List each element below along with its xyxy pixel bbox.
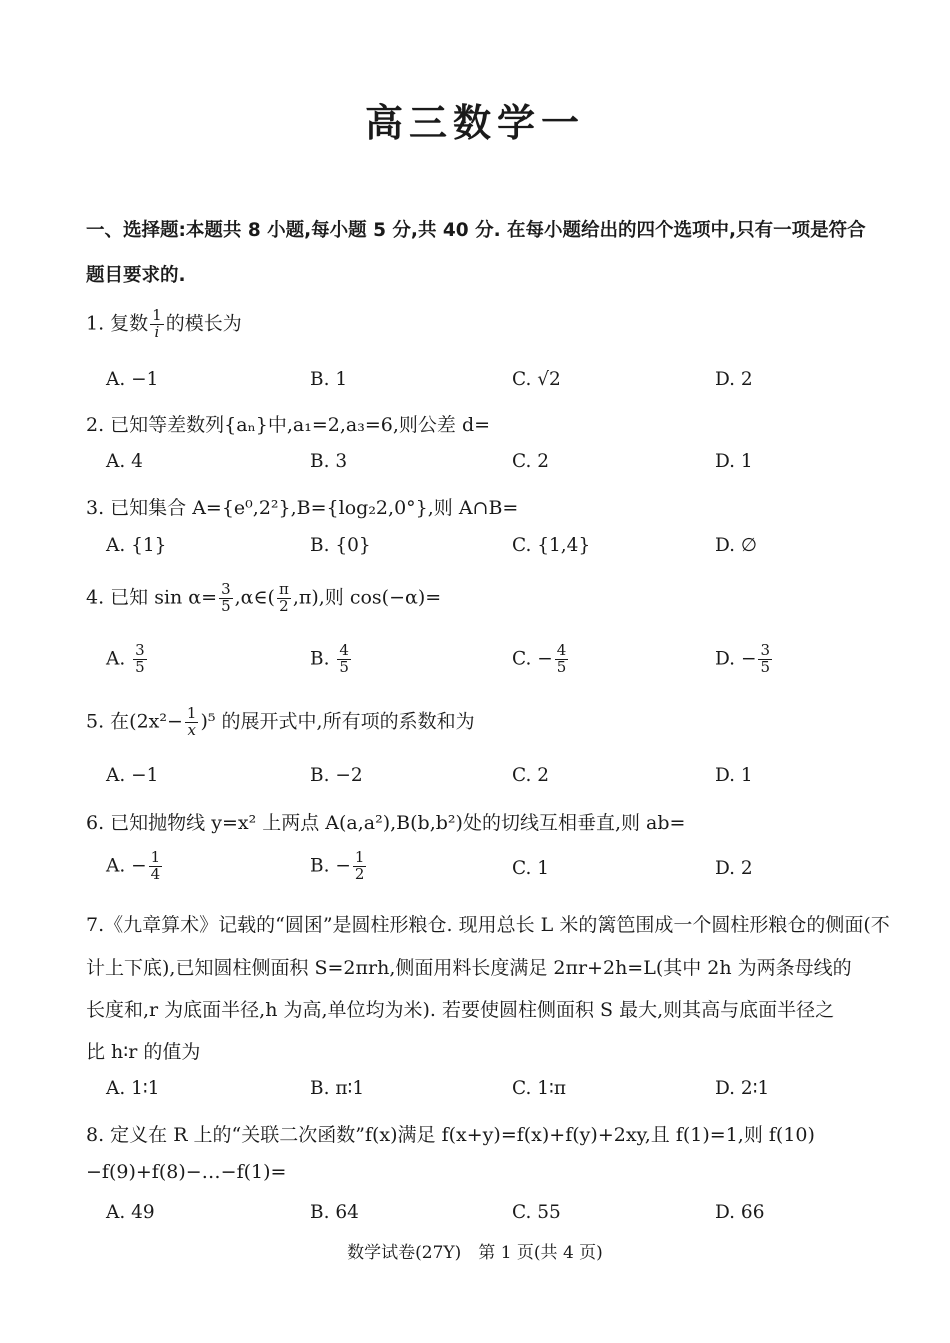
- q1-option-c: C. √2: [512, 369, 561, 390]
- q4-option-b: [310, 643, 353, 676]
- fraction-numerator: π: [278, 580, 289, 598]
- q1-option-a: A. −1: [106, 369, 159, 390]
- q6-option-b: [310, 850, 368, 883]
- fraction-numerator: 3: [135, 641, 145, 659]
- question-5-prefix: 5. 在(2x²−: [86, 710, 183, 733]
- option-fraction: [337, 643, 351, 676]
- question-4-fraction-1: [219, 582, 233, 615]
- q8-option-b: B. 64: [310, 1202, 359, 1223]
- q4-option-c: [512, 643, 570, 676]
- option-fraction: [555, 643, 569, 676]
- q2-option-d: D. 1: [715, 451, 753, 472]
- fraction-denominator: x: [187, 720, 196, 739]
- option-fraction: [353, 850, 367, 883]
- option-sign: −: [740, 648, 757, 670]
- option-sign: −: [537, 648, 553, 670]
- page-title: 高三数学一: [364, 101, 585, 145]
- option-fraction: [149, 850, 163, 883]
- question-7-line-1: 7.《九章算术》记载的“圆囷”是圆柱形粮仓. 现用总长 L 米的篱笆围成一个圆柱形粮仓的侧面(不: [86, 914, 890, 936]
- section-heading-line1: 一、选择题:本题共 8 小题,每小题 5 分,共 40 分. 在每小题给出的四个选项中,只有一项是符合: [86, 220, 866, 241]
- q8-option-d: D. 66: [715, 1202, 765, 1223]
- question-4-mid: ,α∈(: [234, 586, 275, 609]
- option-label: A.: [106, 648, 126, 670]
- question-7-line-3: 长度和,r 为底面半径,h 为高,单位均为米). 若要使圆柱侧面积 S 最大,则其高与底面半径之: [86, 999, 835, 1021]
- fraction-denominator: 2: [279, 596, 289, 615]
- q5-option-c: C. 2: [512, 765, 550, 786]
- q6-option-a: [106, 850, 164, 883]
- question-5-fraction: [185, 706, 199, 739]
- q8-option-c: C. 55: [512, 1202, 561, 1223]
- q6-option-c: C. 1: [512, 858, 550, 879]
- fraction-numerator: 1: [150, 848, 161, 866]
- question-1: [86, 308, 242, 341]
- q7-option-c: C. 1∶π: [512, 1078, 567, 1099]
- option-label: C.: [512, 648, 532, 670]
- option-label: A.: [106, 855, 126, 877]
- question-5-suffix: )⁵ 的展开式中,所有项的系数和为: [200, 710, 475, 733]
- q8-option-a: A. 49: [106, 1202, 155, 1223]
- question-1-prefix: 1. 复数: [86, 312, 149, 335]
- q2-option-c: C. 2: [512, 451, 550, 472]
- fraction-numerator: 1: [186, 704, 197, 722]
- q3-option-a: A. {1}: [106, 535, 167, 556]
- fraction-denominator: 5: [760, 657, 771, 676]
- fraction-numerator: 3: [760, 641, 771, 659]
- option-sign: −: [131, 855, 147, 877]
- q7-option-d: D. 2∶1: [715, 1078, 770, 1099]
- q5-option-b: B. −2: [310, 765, 363, 786]
- q5-option-d: D. 1: [715, 765, 753, 786]
- fraction-numerator: 1: [354, 848, 365, 866]
- q4-option-a: [106, 643, 149, 676]
- q7-option-a: A. 1∶1: [106, 1078, 160, 1099]
- q4-option-d: [715, 643, 774, 676]
- section-heading-line2: 题目要求的.: [86, 265, 186, 286]
- question-7-line-2: 计上下底),已知圆柱侧面积 S=2πrh,侧面用料长度满足 2πr+2h=L(其中 2h 为两条母线的: [86, 957, 852, 979]
- fraction-denominator: 2: [354, 864, 365, 883]
- q5-option-a: A. −1: [106, 765, 159, 786]
- fraction-denominator: i: [154, 322, 160, 341]
- question-8-line-1: 8. 定义在 R 上的“关联二次函数”f(x)满足 f(x+y)=f(x)+f(y)+2xy,且 f(1)=1,则 f(10): [86, 1124, 815, 1146]
- question-8-line-2: −f(9)+f(8)−…−f(1)=: [86, 1161, 287, 1183]
- question-1-fraction: [150, 308, 164, 341]
- fraction-denominator: 5: [556, 657, 567, 676]
- q3-option-d: D. ∅: [715, 535, 758, 556]
- q7-option-b: B. π∶1: [310, 1078, 365, 1099]
- fraction-denominator: 4: [150, 864, 161, 883]
- q3-option-b: B. {0}: [310, 535, 371, 556]
- question-5: [86, 706, 475, 739]
- q2-option-b: B. 3: [310, 451, 348, 472]
- question-1-suffix: 的模长为: [165, 312, 242, 335]
- q2-option-a: A. 4: [106, 451, 143, 472]
- question-6: 6. 已知抛物线 y=x² 上两点 A(a,a²),B(b,b²)处的切线互相垂直,则 ab=: [86, 812, 686, 834]
- option-sign: −: [335, 855, 351, 877]
- question-4-prefix: 4. 已知 sin α=: [86, 586, 218, 609]
- option-label: B.: [310, 855, 330, 877]
- option-label: B.: [310, 648, 330, 670]
- option-label: D.: [715, 648, 736, 670]
- question-3: 3. 已知集合 A={e⁰,2²},B={log₂2,0°},则 A∩B=: [86, 497, 519, 519]
- q3-option-c: C. {1,4}: [512, 535, 591, 556]
- fraction-numerator: 3: [221, 580, 231, 598]
- question-4: [86, 582, 441, 615]
- question-7-line-4: 比 h∶r 的值为: [86, 1041, 201, 1063]
- fraction-denominator: 5: [339, 657, 349, 676]
- q6-option-d: D. 2: [715, 858, 753, 879]
- question-4-suffix: ,π),则 cos(−α)=: [292, 586, 442, 609]
- question-2: 2. 已知等差数列{aₙ}中,a₁=2,a₃=6,则公差 d=: [86, 414, 491, 436]
- option-fraction: [133, 643, 147, 676]
- fraction-numerator: 4: [339, 641, 349, 659]
- question-4-fraction-2: [277, 582, 291, 615]
- fraction-denominator: 5: [221, 596, 231, 615]
- fraction-numerator: 4: [556, 641, 567, 659]
- fraction-denominator: 5: [135, 657, 145, 676]
- fraction-numerator: 1: [152, 306, 162, 324]
- q1-option-b: B. 1: [310, 369, 348, 390]
- q1-option-d: D. 2: [715, 369, 753, 390]
- page-footer: 数学试卷(27Y) 第 1 页(共 4 页): [347, 1243, 603, 1263]
- option-fraction: [758, 643, 772, 676]
